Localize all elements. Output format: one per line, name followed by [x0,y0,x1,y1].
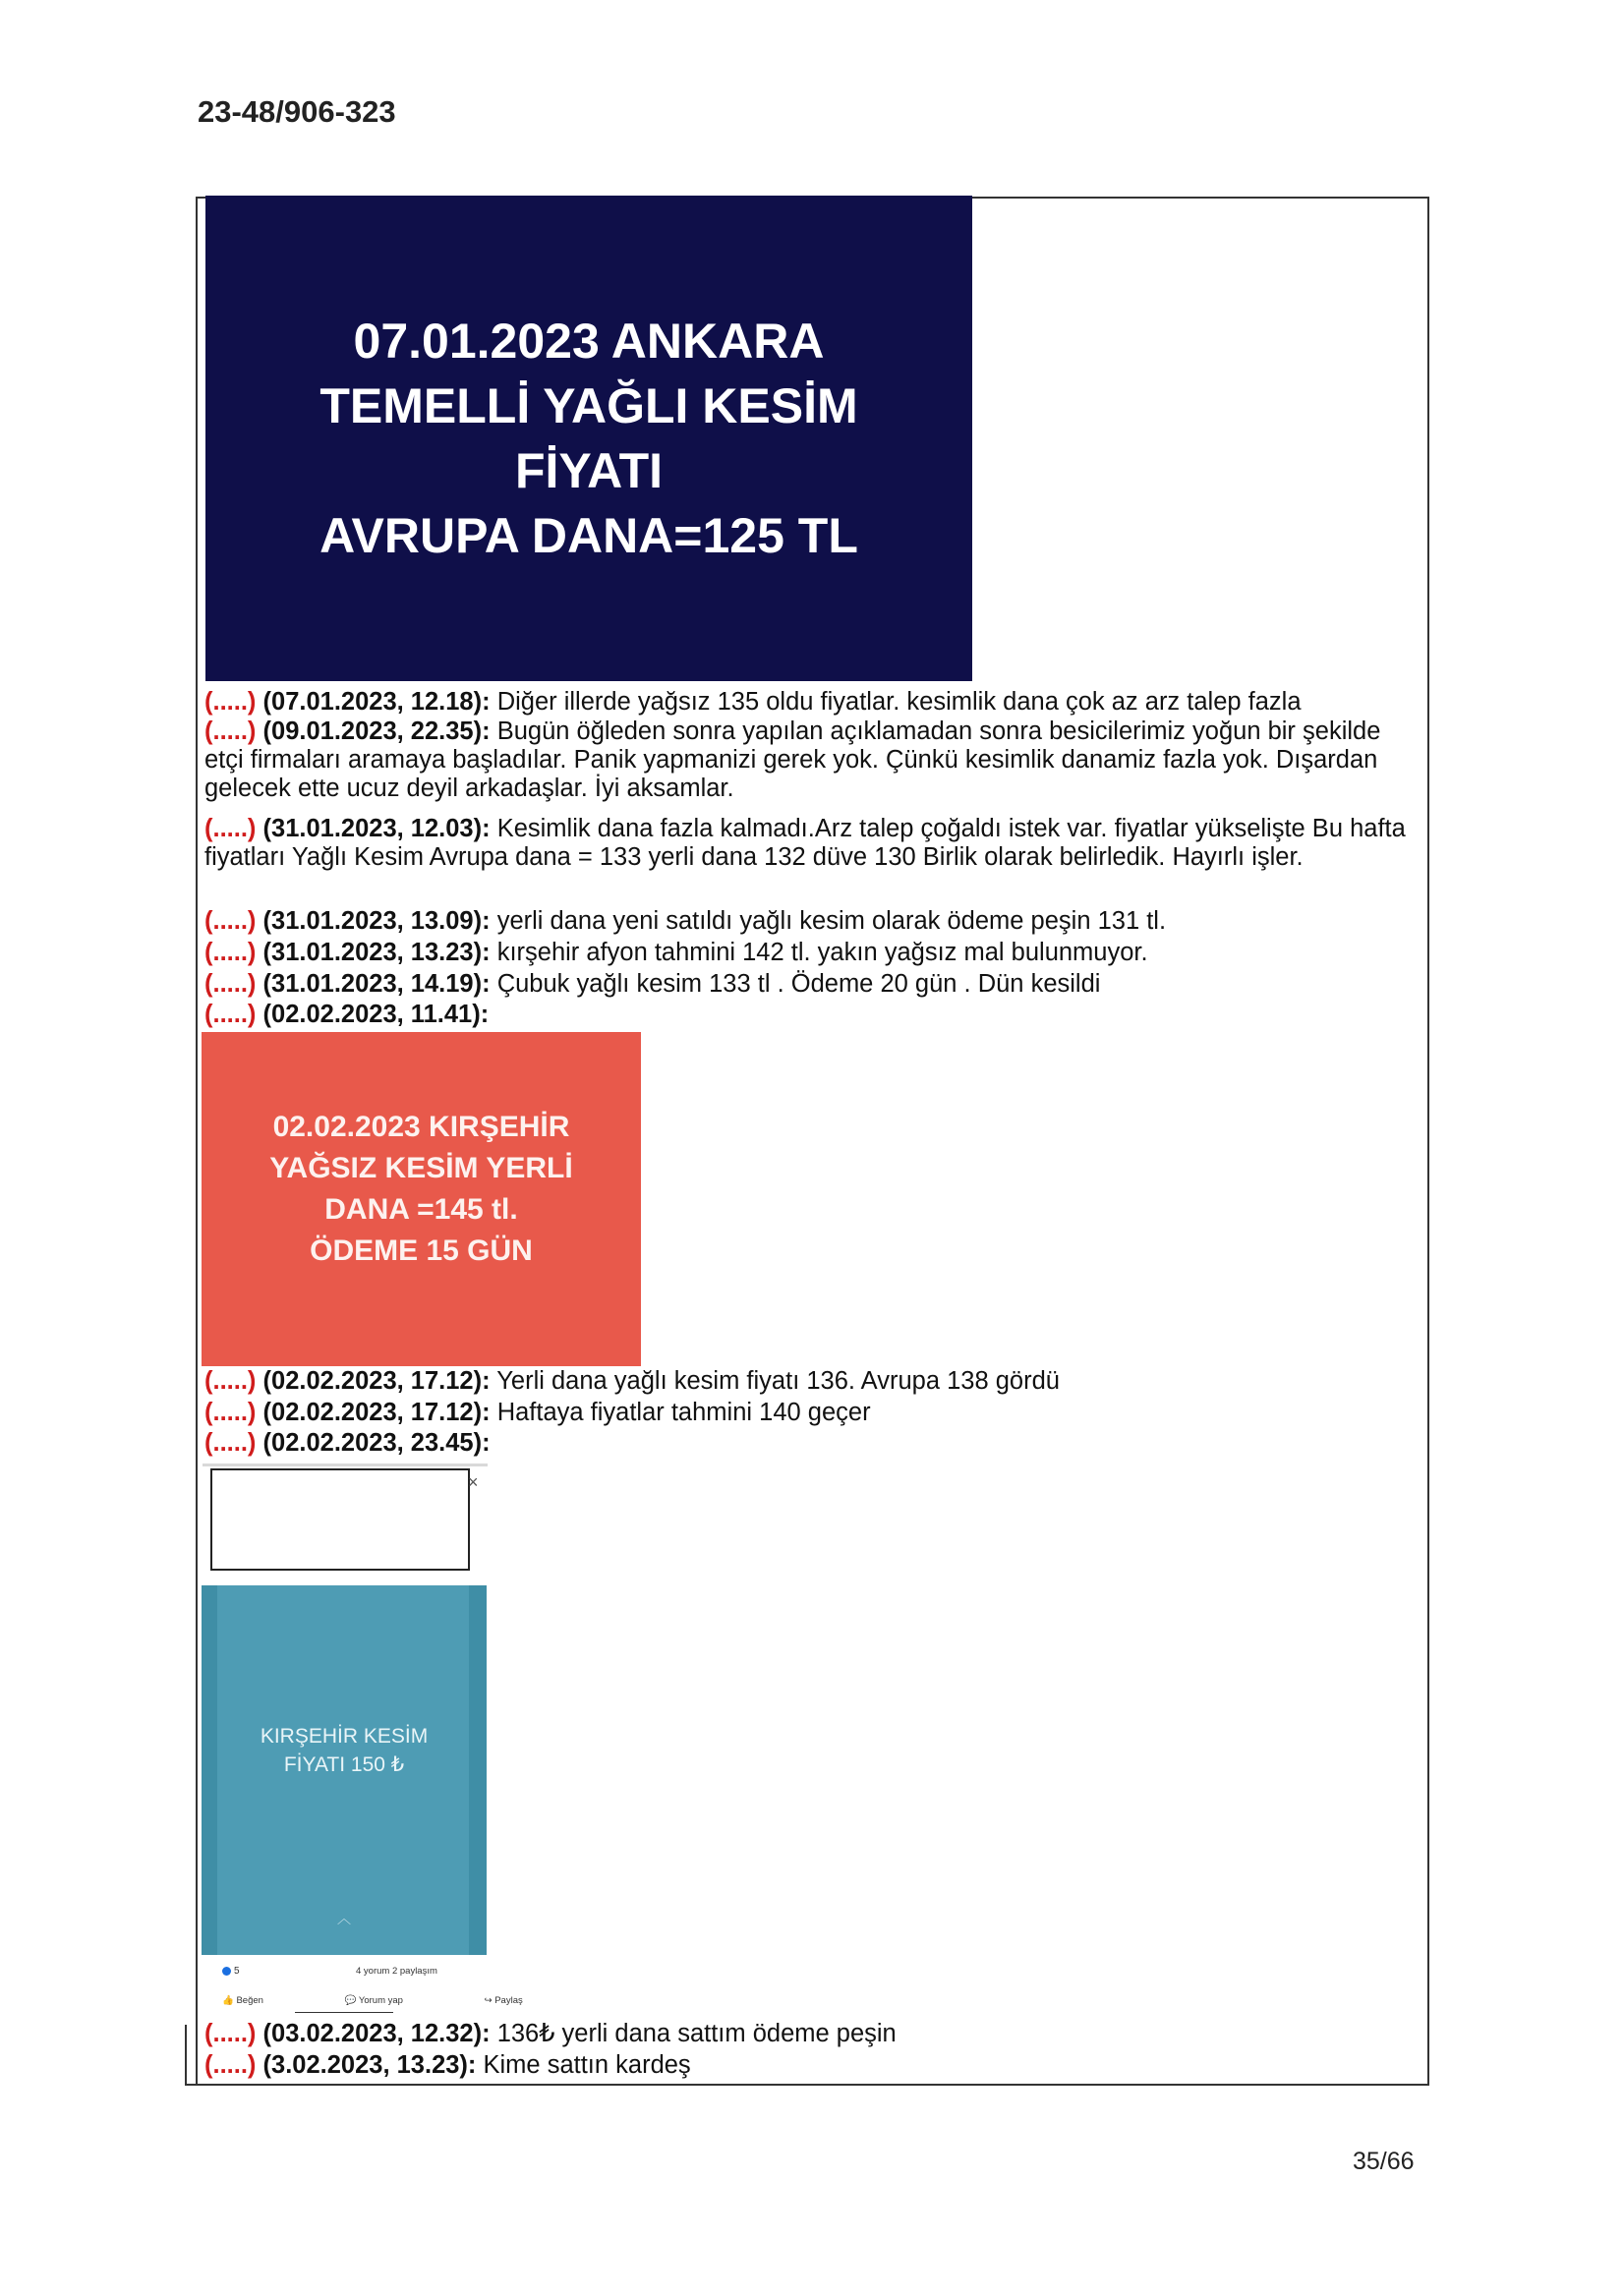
image-edge [202,1585,217,1955]
message-text: Diğer illerde yağsız 135 oldu fiyatlar. kesimlik dana çok az arz talep fazla [490,688,1302,716]
frame-edge [185,2025,187,2086]
message-entry [204,2051,1414,2080]
message-entry [204,907,1414,936]
message-text: Haftaya fiyatlar tahmini 140 geçer [490,1399,871,1426]
image-line: 02.02.2023 KIRŞEHİR [272,1111,570,1143]
like-count: 5 [222,1966,240,1977]
sender: (.....) [204,1001,257,1028]
chevron-up-icon: ︿ [337,1911,351,1926]
message-entry [204,1429,1414,1458]
frame-edge [185,2084,199,2086]
image-edge [469,1585,487,1955]
comments-shares: 4 yorum 2 paylaşım [356,1966,437,1977]
close-icon: × [468,1472,479,1492]
message-text: Çubuk yağlı kesim 133 tl . Ödeme 20 gün . Dün kesildi [490,970,1101,998]
message-text: Kesimlik dana fazla kalmadı.Arz talep çoğaldı istek var. fiyatlar yükselişte Bu hafta fiyatları Yağlı Kesim Avrupa dana = 133 yerli dana 132 düve 130 Birlik olarak belirledik. Hayırlı işler. [204,815,1406,871]
image-line: TEMELLİ YAĞLI KESİM [319,378,858,433]
sender: (.....) [204,688,257,716]
sender: (.....) [204,1399,257,1426]
image-line: ÖDEME 15 GÜN [310,1234,533,1267]
timestamp: (03.02.2023, 12.32): [262,2020,491,2047]
timestamp: (02.02.2023, 23.45): [262,1429,491,1457]
ankara-price-image [205,196,972,681]
message-entry [204,970,1414,999]
like-button[interactable]: 👍 Beğen [222,1995,263,2006]
timestamp: (02.02.2023, 17.12): [262,1367,491,1395]
image-line: AVRUPA DANA=125 TL [319,508,858,563]
message-text: Yerli dana yağlı kesim fiyatı 136. Avrupa 138 gördü [490,1367,1060,1395]
timestamp: (31.01.2023, 13.23): [262,939,491,966]
message-text: kırşehir afyon tahmini 142 tl. yakın yağsız mal bulunmuyor. [490,939,1148,966]
sender: (.....) [204,1429,257,1457]
message-text: Kime sattın kardeş [476,2051,691,2079]
image-line: FİYATI 150 ₺ [283,1753,405,1776]
image-line: KIRŞEHİR KESİM [260,1725,429,1748]
sender: (.....) [204,907,257,935]
message-entry [204,939,1414,967]
kirsehir-kesim-image [202,1585,487,1955]
sender: (.....) [204,815,257,842]
sender: (.....) [204,1367,257,1395]
image-line: DANA =145 tl. [324,1193,518,1226]
share-button[interactable]: ↪ Paylaş [484,1995,523,2006]
sender: (.....) [204,2020,257,2047]
sender: (.....) [204,718,257,745]
sender: (.....) [204,2051,257,2079]
message-entry [204,2020,1414,2048]
active-tab-underline [295,2012,393,2013]
message-entry [204,688,1414,717]
document-number: 23-48/906-323 [198,94,396,129]
timestamp: (31.01.2023, 12.03): [262,815,491,842]
separator [203,1464,488,1466]
timestamp: (3.02.2023, 13.23): [262,2051,477,2079]
image-line: FİYATI [514,443,664,498]
sender: (.....) [204,939,257,966]
timestamp: (02.02.2023, 17.12): [262,1399,491,1426]
message-entry [204,1001,1414,1029]
message-text: yerli dana yeni satıldı yağlı kesim olarak ödeme peşin 131 tl. [490,907,1167,935]
message-entry [204,718,1414,803]
message-entry [204,815,1414,872]
post-actions [222,1995,602,2006]
comment-button[interactable]: 💬 Yorum yap [344,1995,403,2006]
timestamp: (02.02.2023, 11.41): [262,1001,490,1028]
redaction-box [210,1468,470,1571]
image-line: YAĞSIZ KESİM YERLİ [269,1152,573,1184]
image-line: 07.01.2023 ANKARA [353,314,825,369]
like-icon [222,1967,231,1976]
page-number: 35/66 [1353,2148,1415,2175]
timestamp: (09.01.2023, 22.35): [262,718,491,745]
message-entry [204,1367,1414,1396]
timestamp: (07.01.2023, 12.18): [262,688,491,716]
timestamp: (31.01.2023, 13.09): [262,907,491,935]
message-text: Bugün öğleden sonra yapılan açıklamadan sonra besicilerimiz yoğun bir şekilde etçi firmaları aramaya başladılar. Panik yapmanizi gerek yok. Çünkü kesimlik danamiz fazla yok. Dışardan gelecek ette ucuz deyil arkadaşlar. İyi aksamlar. [204,718,1381,802]
message-text: 136₺ yerli dana sattım ödeme peşin [490,2020,897,2047]
timestamp: (31.01.2023, 14.19): [262,970,491,998]
sender: (.....) [204,970,257,998]
kirsehir-yagsiz-image [202,1032,641,1366]
message-entry [204,1399,1414,1427]
